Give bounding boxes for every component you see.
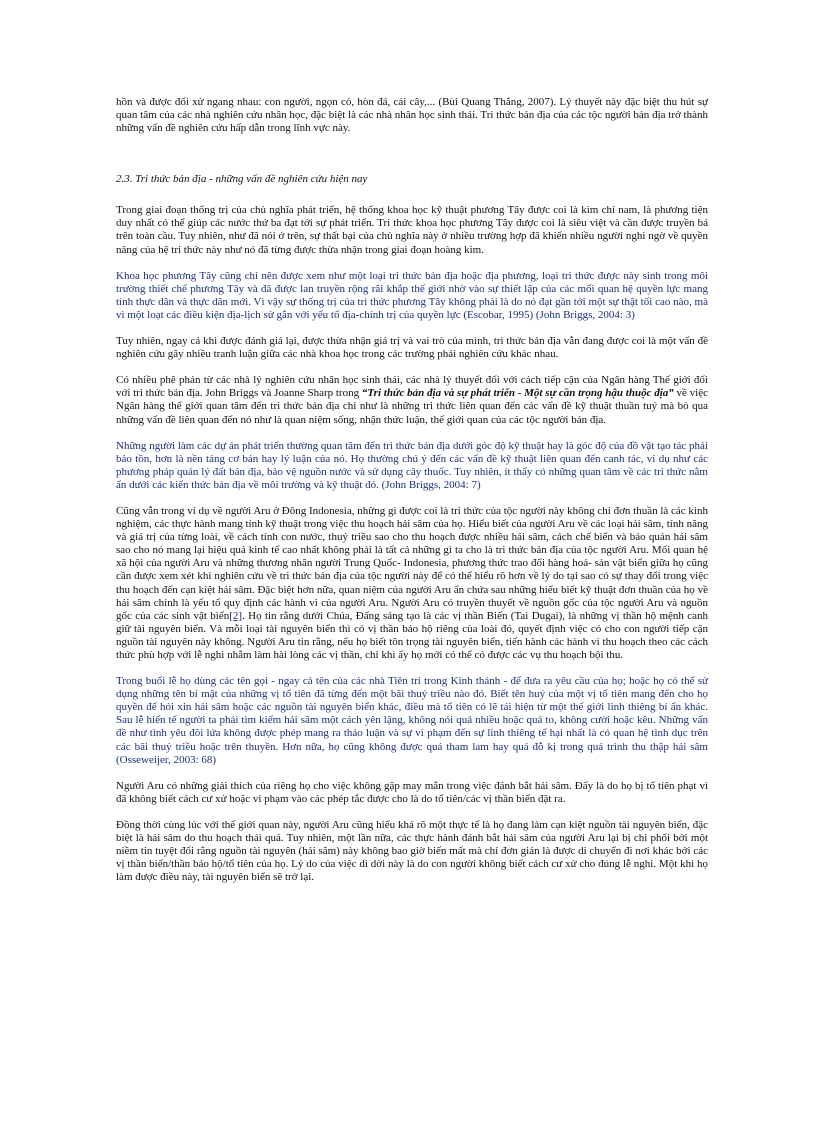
critique-text-start: Có nhiều phê phán từ các nhà lý nghiên cứu nhân học sinh thái, các nhà lý thuyết đối với cách tiếp cận của Ngân hàng Thế giới đối với tri thức bản địa. John Briggs và Joanne Sharp trong <box>116 374 708 400</box>
footnote-link[interactable]: [2] <box>229 609 243 622</box>
paragraph-dominance: Trong giai đoạn thống trị của chủ nghĩa phát triển, hệ thống khoa học kỹ thuật phương Tây được coi là kim chỉ nam, là phương tiện duy nhất có thể giúp các nước thứ ba đạt tới sự phát triển. Tri thức khoa học phương Tây được coi là siêu việt và cần được truyền bá trên toàn cầu. Tuy nhiên, như đã nói ở trên, sự thất bại của chủ nghĩa này ở nhiều trường hợp đã khiến nhiều người nghi ngờ về quyền năng của hệ tri thức này như nó đã từng được thừa nhận trong giai đoạn hoàng kim. <box>116 204 708 256</box>
paragraph-critique <box>116 374 708 426</box>
paragraph-worldview: Đồng thời cùng lúc với thế giới quan này, người Aru cũng hiểu khá rõ một thực tế là họ đang làm cạn kiệt nguồn tài nguyên biển, đặc biệt là hải sâm do thu hoạch thái quá. Tuy nhiên, một lần nữa, các thực hành đánh bắt hải sâm của người Aru lại bị chi phối bởi một niềm tin tuyệt đối rằng nguồn tài nguyên (hải sâm) này không bao giờ biến mất mà chỉ đơn giản là được di chuyển đi nơi khác bởi các vị thần biển/thần bảo hộ/tổ tiên của họ. Lý do của việc di dời này là do con người không biết cách cư xử cho đúng lễ nghi. Một khi họ làm được điều này, tài nguyên biển sẽ trở lại. <box>116 818 708 884</box>
paragraph-debate: Tuy nhiên, ngay cả khi được đánh giá lại, được thừa nhận giá trị và vai trò của mình, tri thức bản địa vẫn đang được coi là một vấn đề nghiên cứu gây nhiều tranh luận giữa các nhà khoa học trong các trường phái nghiên cứu khác nhau. <box>116 335 708 361</box>
quote-escobar: Khoa học phương Tây cũng chỉ nên được xem như một loại tri thức bản địa hoặc địa phương, loại tri thức được này sinh trong môi trường thiết chế phương Tây và đã được lan truyền rộng rãi khắp thế giới nhờ vào sự thiết lập của các mối quan hệ quyền lực mang tính thực dân và thực dân mới. Vì vậy sự thống trị của tri thức phương Tây không phải là do nó đạt gần tới một sự thật tối cao nào, mà vì một loạt các điều kiện địa-lịch sử gắn với yếu tố địa-chính trị của quyền lực (Escobar, 1995) (John Briggs, 2004: 3) <box>116 269 708 321</box>
paragraph-explanation: Người Aru có những giải thích của riêng họ cho việc không gặp may mắn trong việc đánh bắt hải sâm. Đấy là do họ bị tổ tiên phạt vì đã không biết cách cư xử hoặc vi phạm vào các phép tắc được cho là do tổ tiên/các vị thần biển đặt ra. <box>116 779 708 805</box>
aru-text-end: . Họ tin rằng dưới Chúa, Đấng sáng tạo là các vị thần Biển (Tai Dugai), là những vị thần hộ mệnh canh giữ tài nguyên biển. Và mỗi loại tài nguyên biển thì có vị thần bảo hộ riêng của loài đó, quyết định việc có cho con người tiếp cận nguồn tài nguyên này không. Người Aru tin rằng, nếu họ biết tôn trọng tài nguyên biển, tiến hành các hành vi thu hoạch theo các cách thức phù hợp với lễ nghi nhằm làm hài lòng các vị thần, chỉ khi ấy họ mới có thể có được các vụ thu hoạch bội thu. <box>116 609 708 661</box>
paragraph-aru <box>116 505 708 662</box>
critique-book-title: “Tri thức bản địa và sự phát triển - Một sự cần trọng hậu thuộc địa” <box>361 387 674 400</box>
critique-text-end: về việc Ngân hàng thế giới quan tâm đến tri thức bản địa chỉ như là những tri thức liên quan đến các vấn đề kỹ thuật thuần tuý mà bỏ qua những vấn đề liên quan đến nó như là quan niệm sống, nhận thức luận, thế giới quan của các tộc người bản địa. <box>116 387 708 426</box>
section-heading: 2.3. Tri thức bản địa - những vấn đề nghiên cứu hiện nay <box>116 173 368 186</box>
paragraph-intro: hồn và được đối xử ngang nhau: con người, ngọn cỏ, hòn đá, cái cây,... (Bùi Quang Thắng, 2007). Lý thuyết này đặc biệt thu hút sự quan tâm của các nhà nghiên cứu nhân học, đặc biệt là các nhà nhân học sinh thái. Tri thức bản địa của các tộc người bản địa trở thành những vấn đề nghiên cứu hấp dẫn trong lĩnh vực này. <box>116 96 708 135</box>
aru-text-start: Cũng vẫn trong ví dụ về người Aru ở Đông Indonesia, những gì được coi là tri thức của tộc người này không chỉ đơn thuần là các kinh nghiệm, các thực hành mang tính kỹ thuật trong việc thu hoạch hải sâm của họ. Hiểu biết của người Aru về các loại hải sâm, tính năng và giá trị của từng loài, về cách tính con nước, thuỷ triều sao cho thu hoạch được nhiều hải sâm, cách chế biến và bảo quản hải sâm sao cho nó mang lại hiệu quả kinh tế cao nhất không phải là tất cả những gì ta cho là tri thức bản địa của tộc người Aru. Mối quan hệ xã hội của người Aru và những thương nhân người Trung Quốc- Indonesia, phương thức trao đổi hàng hoá- sản vật biển giữa họ cũng cần được xem xét khi nghiên cứu về tri thức bản địa của tộc người này để có thể hiểu rõ hơn về lý do tại sao có sự thay đổi trong việc thu hoạch đến cạn kiệt hải sâm. Đặc biệt hơn nữa, quan niệm của người Aru ẩn chứa sau những hiểu biết kỹ thuật đơn thuần của họ về hải sâm chính là yếu tố quy định các hành vi của người Aru. Người Aru có truyền thuyết về nguồn gốc của tộc người Aru và nguồn gốc của các sinh vật biển <box>116 504 708 622</box>
document-page <box>116 96 708 884</box>
quote-osseweijer: Trong buổi lễ họ dùng các tên gọi - ngay cả tên của các nhà Tiên tri trong Kinh thánh - để đưa ra yêu cầu của họ; hoặc họ có thể sử dụng những tên bí mật của những vị tổ tiên đã từng đến một bãi thuỷ triều nào đó. Biết tên huý của một vị tổ tiên mang đến cho họ quyền để hỏi xin hải sâm hoặc các nguồn tài nguyên biển khác, điều mà tổ tiên có lẽ tái hiện từ một thế giới linh thiêng bí ẩn khác. Sau lễ hiến tế người ta phải tìm kiếm hải sâm một cách yên lặng, không nói quá nhiều hoặc quá to, không cười hoặc kêu. Những vấn đề như tình yêu đôi lứa không được phép mang ra thảo luận và sự vi phạm đến sự linh thiêng tế hại nhất là có quan hệ tình dục trên các bãi thuỷ triều hoặc trên thuyền. Hơn nữa, họ cũng không được quá tham lam hay quá đỗ kị trong quá trình thu thập hải sâm (Osseweijer, 2003: 68) <box>116 675 708 766</box>
quote-briggs: Những người làm các dự án phát triển thường quan tâm đến tri thức bản địa dưới góc độ kỹ thuật hay là góc độ của đồ vật tạo tác phải bảo tồn, hơn là nền tảng cơ bản hay lý luận của nó. Họ thường chú ý đến các vấn đề kỹ thuật liên quan đến canh tác, ví dụ như các phương pháp quản lý đất bản địa, bảo vệ nguồn nước và sử dụng cây thuốc. Tuy nhiên, ít thấy có những quan tâm về các tri thức nằm ẩn dưới các kiến thức bản địa về môi trường và kỹ thuật đó. (John Briggs, 2004: 7) <box>116 439 708 491</box>
